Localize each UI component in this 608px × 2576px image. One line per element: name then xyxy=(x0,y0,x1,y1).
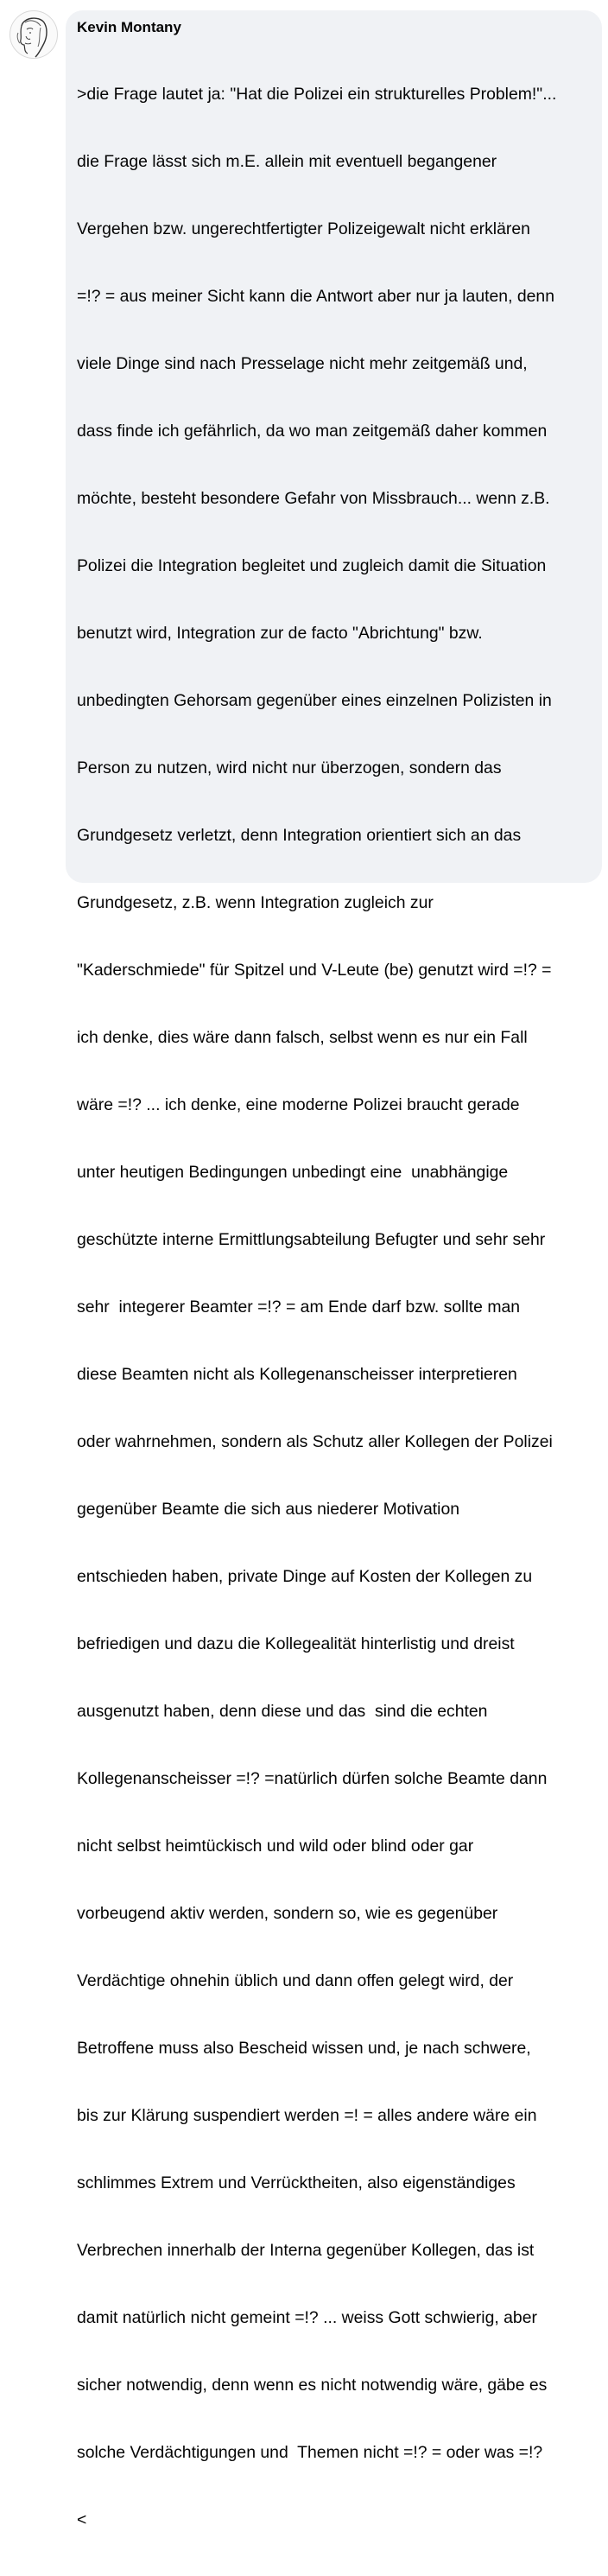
comment-line: >die Frage lautet ja: "Hat die Polizei ein strukturelles Problem!"... xyxy=(77,85,557,104)
comment-line: Verbrechen innerhalb der Interna gegenüber Kollegen, das ist xyxy=(77,2241,535,2260)
comment-line: sicher notwendig, denn wenn es nicht notwendig wäre, gäbe es xyxy=(77,2376,548,2395)
comment-line: vorbeugend aktiv werden, sondern so, wie es gegenüber xyxy=(77,1904,498,1923)
comment-line: unter heutigen Bedingungen unbedingt eine unabhängige xyxy=(77,1163,509,1182)
comment-line: möchte, besteht besondere Gefahr von Missbrauch... wenn z.B. xyxy=(77,489,550,508)
comment-line: bis zur Klärung suspendiert werden =! = alles andere wäre ein xyxy=(77,2106,537,2125)
comment-line: Verdächtige ohnehin üblich und dann offen gelegt wird, der xyxy=(77,1971,514,1990)
comment-line: befriedigen und dazu die Kollegealität hinterlistig und dreist xyxy=(77,1634,515,1653)
comment-line: viele Dinge sind nach Presselage nicht mehr zeitgemäß und, xyxy=(77,354,528,373)
comment-line: Kollegenanscheisser =!? =natürlich dürfen solche Beamte dann xyxy=(77,1769,548,1788)
comment-body xyxy=(77,38,592,2576)
comment-line: entschieden haben, private Dinge auf Kosten der Kollegen zu xyxy=(77,1567,533,1586)
comment-line: ausgenutzt haben, denn diese und das sind die echten xyxy=(77,1702,488,1721)
comment-line: =!? = aus meiner Sicht kann die Antwort aber nur ja lauten, denn xyxy=(77,287,554,306)
comment-line: diese Beamten nicht als Kollegenanscheisser interpretieren xyxy=(77,1365,517,1384)
comment-line: sehr integerer Beamter =!? = am Ende darf bzw. sollte man xyxy=(77,1298,521,1317)
comment-line: Person zu nutzen, wird nicht nur überzogen, sondern das xyxy=(77,758,502,777)
comment-line: nicht selbst heimtückisch und wild oder blind oder gar xyxy=(77,1837,474,1856)
comment-line: geschützte interne Ermittlungsabteilung Befugter und sehr sehr xyxy=(77,1230,546,1249)
comment-line: ich denke, dies wäre dann falsch, selbst wenn es nur ein Fall xyxy=(77,1028,528,1047)
comment-line: solche Verdächtigungen und Themen nicht =!? = oder was =!? xyxy=(77,2443,543,2462)
comment-bubble xyxy=(66,10,602,2529)
comment-line: oder wahrnehmen, sondern als Schutz aller Kollegen der Polizei xyxy=(77,1432,553,1451)
comment-line: Betroffene muss also Bescheid wissen und, je nach schwere, xyxy=(77,2039,531,2058)
avatar-face-sketch-icon xyxy=(10,10,58,59)
comment-line: schlimmes Extrem und Verrücktheiten, also eigenständiges xyxy=(77,2173,516,2192)
comment-line: Polizei die Integration begleitet und zugleich damit die Situation xyxy=(77,556,547,575)
comment-line: die Frage lässt sich m.E. allein mit eventuell begangener xyxy=(77,152,497,171)
comment-line: dass finde ich gefährlich, da wo man zeitgemäß daher kommen xyxy=(77,422,548,441)
comment-line: Grundgesetz, z.B. wenn Integration zugleich zur xyxy=(77,893,434,912)
comment-line: Vergehen bzw. ungerechtfertigter Polizeigewalt nicht erklären xyxy=(77,219,530,238)
comment-line: damit natürlich nicht gemeint =!? ... weiss Gott schwierig, aber xyxy=(77,2308,537,2327)
comment-avatar[interactable] xyxy=(10,10,58,59)
comment-line: "Kaderschmiede" für Spitzel und V-Leute (be) genutzt wird =!? = xyxy=(77,961,552,980)
comment-line: benutzt wird, Integration zur de facto "Abrichtung" bzw. xyxy=(77,624,483,643)
comment-line: wäre =!? ... ich denke, eine moderne Polizei braucht gerade xyxy=(77,1095,520,1114)
comment-author-name[interactable]: Kevin Montany xyxy=(77,19,181,35)
comment-line: Grundgesetz verletzt, denn Integration orientiert sich an das xyxy=(77,826,522,845)
comment-line: gegenüber Beamte die sich aus niederer Motivation xyxy=(77,1500,460,1519)
comment-line: unbedingten Gehorsam gegenüber eines einzelnen Polizisten in xyxy=(77,691,552,710)
comment-line: < xyxy=(77,2510,87,2529)
